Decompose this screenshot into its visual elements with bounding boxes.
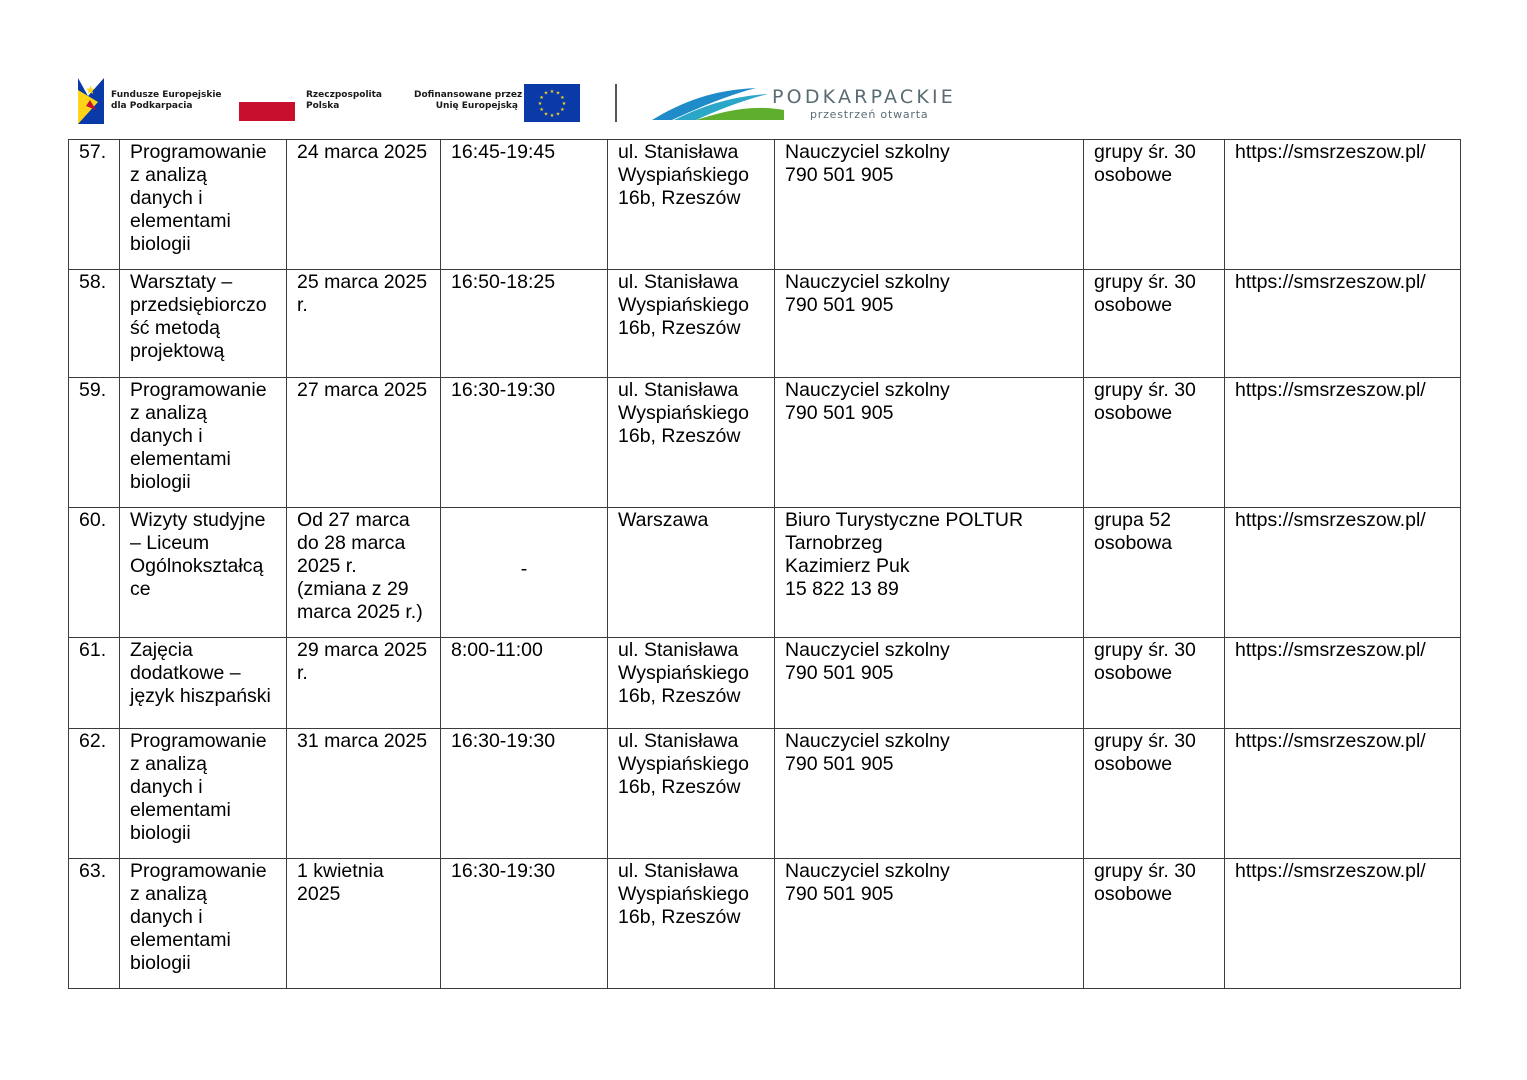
event-title: Warsztaty – przedsiębiorczo ść metodą projektową (120, 270, 287, 378)
svg-text:★: ★ (539, 107, 544, 113)
event-date: 1 kwietnia 2025 (287, 859, 441, 989)
event-time: 16:30-19:30 (441, 378, 608, 508)
event-url[interactable]: https://smsrzeszow.pl/ (1225, 508, 1461, 638)
event-title: Programowanie z analizą danych i elementami biologii (120, 140, 287, 270)
table-row (69, 508, 1461, 638)
event-group: grupy śr. 30 osobowe (1084, 378, 1225, 508)
event-group: grupy śr. 30 osobowe (1084, 638, 1225, 729)
svg-text:★: ★ (543, 90, 549, 97)
event-time: 16:30-19:30 (441, 729, 608, 859)
eu-logo-text (414, 90, 523, 112)
podkarpackie-title: PODKARPACKIE (772, 86, 957, 108)
svg-text:★: ★ (537, 101, 543, 107)
event-title: Zajęcia dodatkowe – język hiszpański (120, 638, 287, 729)
svg-text:★: ★ (561, 101, 567, 107)
row-number: 60. (69, 508, 120, 638)
event-url[interactable]: https://smsrzeszow.pl/ (1225, 729, 1461, 859)
svg-text:★: ★ (85, 83, 96, 97)
fundusze-europejskie-logo-icon (76, 76, 106, 126)
event-time: 16:45-19:45 (441, 140, 608, 270)
fe-line2: dla Podkarpacia (111, 101, 193, 111)
svg-text:★: ★ (539, 95, 544, 101)
rp-line2: Polska (306, 101, 340, 111)
svg-text:★: ★ (543, 111, 549, 118)
table-row (69, 729, 1461, 859)
event-time: 16:30-19:30 (441, 859, 608, 989)
event-time: - (441, 508, 608, 638)
row-number: 59. (69, 378, 120, 508)
event-date: 24 marca 2025 (287, 140, 441, 270)
table-row (69, 638, 1461, 729)
event-place: ul. Stanisława Wyspiańskiego 16b, Rzeszów (608, 140, 775, 270)
svg-text:★: ★ (555, 111, 561, 118)
row-number: 57. (69, 140, 120, 270)
rp-line1: Rzeczpospolita (306, 90, 382, 100)
event-group: grupy śr. 30 osobowe (1084, 729, 1225, 859)
event-place: ul. Stanisława Wyspiańskiego 16b, Rzeszów (608, 378, 775, 508)
event-date: 31 marca 2025 (287, 729, 441, 859)
event-time: 16:50-18:25 (441, 270, 608, 378)
svg-text:★: ★ (560, 95, 565, 101)
table-row (69, 270, 1461, 378)
event-title: Programowanie z analizą danych i elementami biologii (120, 378, 287, 508)
event-place: ul. Stanisława Wyspiańskiego 16b, Rzeszów (608, 729, 775, 859)
event-place: ul. Stanisława Wyspiańskiego 16b, Rzeszów (608, 859, 775, 989)
event-date: 25 marca 2025 r. (287, 270, 441, 378)
event-url[interactable]: https://smsrzeszow.pl/ (1225, 859, 1461, 989)
table-row (69, 140, 1461, 270)
row-number: 62. (69, 729, 120, 859)
eu-flag-icon (524, 84, 580, 122)
event-contact: Nauczyciel szkolny 790 501 905 (775, 378, 1084, 508)
event-place: ul. Stanisława Wyspiańskiego 16b, Rzeszów (608, 638, 775, 729)
event-contact: Nauczyciel szkolny 790 501 905 (775, 638, 1084, 729)
event-place: ul. Stanisława Wyspiańskiego 16b, Rzeszów (608, 270, 775, 378)
event-contact: Nauczyciel szkolny 790 501 905 (775, 270, 1084, 378)
event-date: 27 marca 2025 (287, 378, 441, 508)
podkarpackie-subtitle: przestrzeń otwarta (810, 108, 929, 121)
table-row (69, 378, 1461, 508)
event-title: Programowanie z analizą danych i elementami biologii (120, 729, 287, 859)
event-title: Programowanie z analizą danych i elementami biologii (120, 859, 287, 989)
event-contact: Nauczyciel szkolny 790 501 905 (775, 729, 1084, 859)
event-date: Od 27 marca do 28 marca 2025 r. (zmiana z 29 marca 2025 r.) (287, 508, 441, 638)
fe-logo-text (111, 90, 222, 112)
event-contact: Nauczyciel szkolny 790 501 905 (775, 140, 1084, 270)
fe-line1: Fundusze Europejskie (111, 90, 222, 100)
event-contact: Nauczyciel szkolny 790 501 905 (775, 859, 1084, 989)
table-row (69, 859, 1461, 989)
event-date: 29 marca 2025 r. (287, 638, 441, 729)
svg-text:★: ★ (549, 113, 555, 119)
event-place: Warszawa (608, 508, 775, 638)
event-url[interactable]: https://smsrzeszow.pl/ (1225, 140, 1461, 270)
svg-text:★: ★ (560, 107, 565, 113)
event-group: grupy śr. 30 osobowe (1084, 140, 1225, 270)
polish-flag-icon (239, 102, 295, 121)
event-time: 8:00-11:00 (441, 638, 608, 729)
rp-logo-text (306, 90, 382, 112)
event-url[interactable]: https://smsrzeszow.pl/ (1225, 378, 1461, 508)
event-url[interactable]: https://smsrzeszow.pl/ (1225, 638, 1461, 729)
logo-divider (615, 84, 617, 122)
schedule-rows (69, 140, 1461, 989)
schedule-table (68, 139, 1461, 989)
row-number: 58. (69, 270, 120, 378)
eu-line2: Unię Europejską (435, 101, 518, 111)
svg-text:★: ★ (549, 89, 555, 95)
event-group: grupy śr. 30 osobowe (1084, 859, 1225, 989)
row-number: 63. (69, 859, 120, 989)
event-title: Wizyty studyjne – Liceum Ogólnokształcą ce (120, 508, 287, 638)
event-group: grupa 52 osobowa (1084, 508, 1225, 638)
logo-header (0, 0, 1527, 140)
event-contact: Biuro Turystyczne POLTUR Tarnobrzeg Kazimierz Puk 15 822 13 89 (775, 508, 1084, 638)
svg-text:★: ★ (555, 90, 561, 97)
eu-line1: Dofinansowane przez (414, 90, 523, 100)
event-url[interactable]: https://smsrzeszow.pl/ (1225, 270, 1461, 378)
event-group: grupy śr. 30 osobowe (1084, 270, 1225, 378)
podkarpackie-swoosh-icon (652, 82, 784, 122)
row-number: 61. (69, 638, 120, 729)
